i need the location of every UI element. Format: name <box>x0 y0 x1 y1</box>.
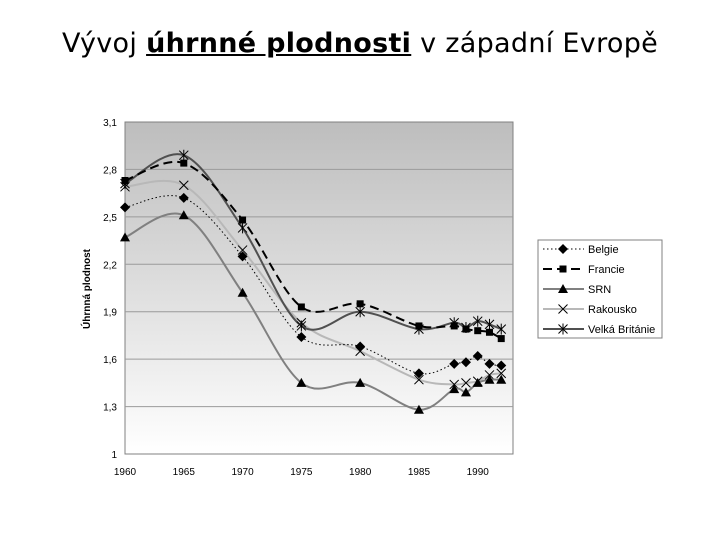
x-tick-label: 1980 <box>349 467 372 478</box>
y-tick-label: 1,6 <box>103 355 117 367</box>
plot-area <box>125 122 513 454</box>
data-point <box>474 327 481 334</box>
data-point <box>462 326 469 333</box>
data-point <box>486 329 493 336</box>
x-tick-label: 1970 <box>231 467 254 478</box>
legend-label: Belgie <box>588 244 619 256</box>
title-part-1: Vývoj <box>61 28 147 59</box>
y-tick-label: 1,3 <box>103 402 117 414</box>
y-tick-label: 2,8 <box>103 165 117 177</box>
data-point <box>498 335 505 342</box>
legend-label: Velká Británie <box>588 324 656 336</box>
data-point <box>239 217 246 224</box>
legend <box>538 240 662 338</box>
y-axis-title: Úhrnná plodnost <box>82 249 93 329</box>
y-tick-label: 1 <box>111 450 117 461</box>
legend-label: Rakousko <box>588 304 637 316</box>
legend-label: SRN <box>588 284 612 296</box>
x-tick-label: 1985 <box>407 467 431 478</box>
title-part-2: v západní Evropě <box>411 28 659 59</box>
data-point <box>180 160 187 167</box>
x-tick-label: 1990 <box>466 467 489 478</box>
y-axis-ticks <box>103 118 117 461</box>
x-tick-label: 1965 <box>172 467 195 478</box>
title-emphasis: úhrnné plodnosti <box>146 28 412 59</box>
legend-label: Francie <box>588 264 625 276</box>
data-point <box>298 303 305 310</box>
data-point <box>451 322 458 329</box>
y-tick-label: 1,9 <box>103 307 117 319</box>
y-tick-label: 3,1 <box>103 118 117 129</box>
y-tick-label: 2,2 <box>103 260 117 272</box>
x-tick-label: 1975 <box>290 467 313 478</box>
legend-marker <box>560 266 567 273</box>
data-point <box>122 177 129 184</box>
data-point <box>357 300 364 307</box>
x-axis-ticks <box>114 467 489 478</box>
data-point <box>415 322 422 329</box>
x-tick-label: 1960 <box>113 467 137 478</box>
y-tick-label: 2,5 <box>103 212 117 224</box>
